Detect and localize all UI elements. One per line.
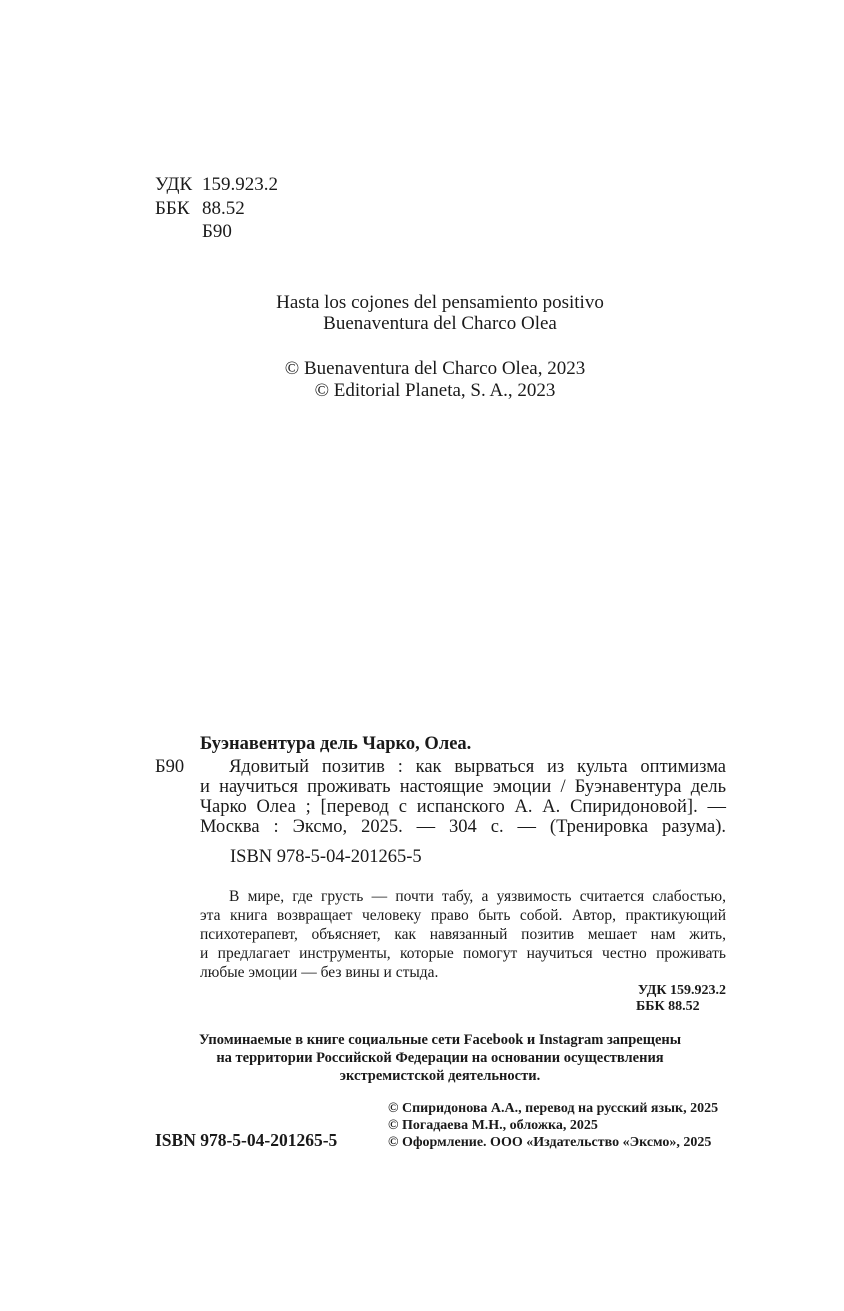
copyright-line: © Спиридонова А.А., перевод на русский язык, 2025 <box>388 1101 719 1116</box>
catalog-author-mark: Б90 <box>155 757 185 777</box>
original-copyright: © Buenaventura del Charco Olea, 2023 <box>284 358 586 379</box>
annotation-line: и предлагает инструменты, которые помогут научиться честно проживать <box>200 945 726 962</box>
author-mark-top: Б90 <box>202 221 232 242</box>
catalog-description-line: Ядовитый позитив : как вырваться из культа оптимизма <box>229 757 726 777</box>
catalog-description-line: и научиться проживать настоящие эмоции / Буэнавентура дель <box>200 777 726 797</box>
annotation-udk: УДК 159.923.2 <box>637 983 726 998</box>
annotation-line: психотерапевт, объясняет, как навязанный позитив мешает нам жить, <box>200 926 726 943</box>
catalog-author-heading: Буэнавентура дель Чарко, Олеа. <box>200 734 472 754</box>
bbk-label: ББК <box>155 198 190 219</box>
original-title: Hasta los cojones del pensamiento positivo <box>276 292 604 313</box>
copyright-line: © Погадаева М.Н., обложка, 2025 <box>388 1118 598 1133</box>
udk-value: 159.923.2 <box>202 174 278 195</box>
notice-line: Упоминаемые в книге социальные сети Facebook и Instagram запрещены <box>198 1032 682 1048</box>
catalog-description-line: Москва : Эксмо, 2025. — 304 с. — (Тренировка разума). <box>200 817 726 837</box>
original-author: Buenaventura del Charco Olea <box>323 313 557 334</box>
original-copyright: © Editorial Planeta, S. A., 2023 <box>314 380 556 401</box>
annotation-line: эта книга возвращает человеку право быть собой. Автор, практикующий <box>200 907 726 924</box>
bbk-value: 88.52 <box>202 198 245 219</box>
catalog-isbn: ISBN 978-5-04-201265-5 <box>230 847 422 867</box>
catalog-description-line: Чарко Олеа ; [перевод с испанского А. А. Спиридоновой]. — <box>200 797 726 817</box>
footer-isbn: ISBN 978-5-04-201265-5 <box>155 1130 338 1150</box>
copyright-line: © Оформление. ООО «Издательство «Эксмо», 2025 <box>388 1135 712 1150</box>
notice-line: экстремистской деятельности. <box>339 1068 541 1084</box>
notice-line: на территории Российской Федерации на основании осуществления <box>216 1050 664 1066</box>
annotation-line: В мире, где грусть — почти табу, а уязвимость считается слабостью, <box>229 888 726 905</box>
udk-label: УДК <box>155 174 193 195</box>
annotation-bbk: ББК 88.52 <box>636 999 700 1014</box>
annotation-line: любые эмоции — без вины и стыда. <box>200 964 439 981</box>
